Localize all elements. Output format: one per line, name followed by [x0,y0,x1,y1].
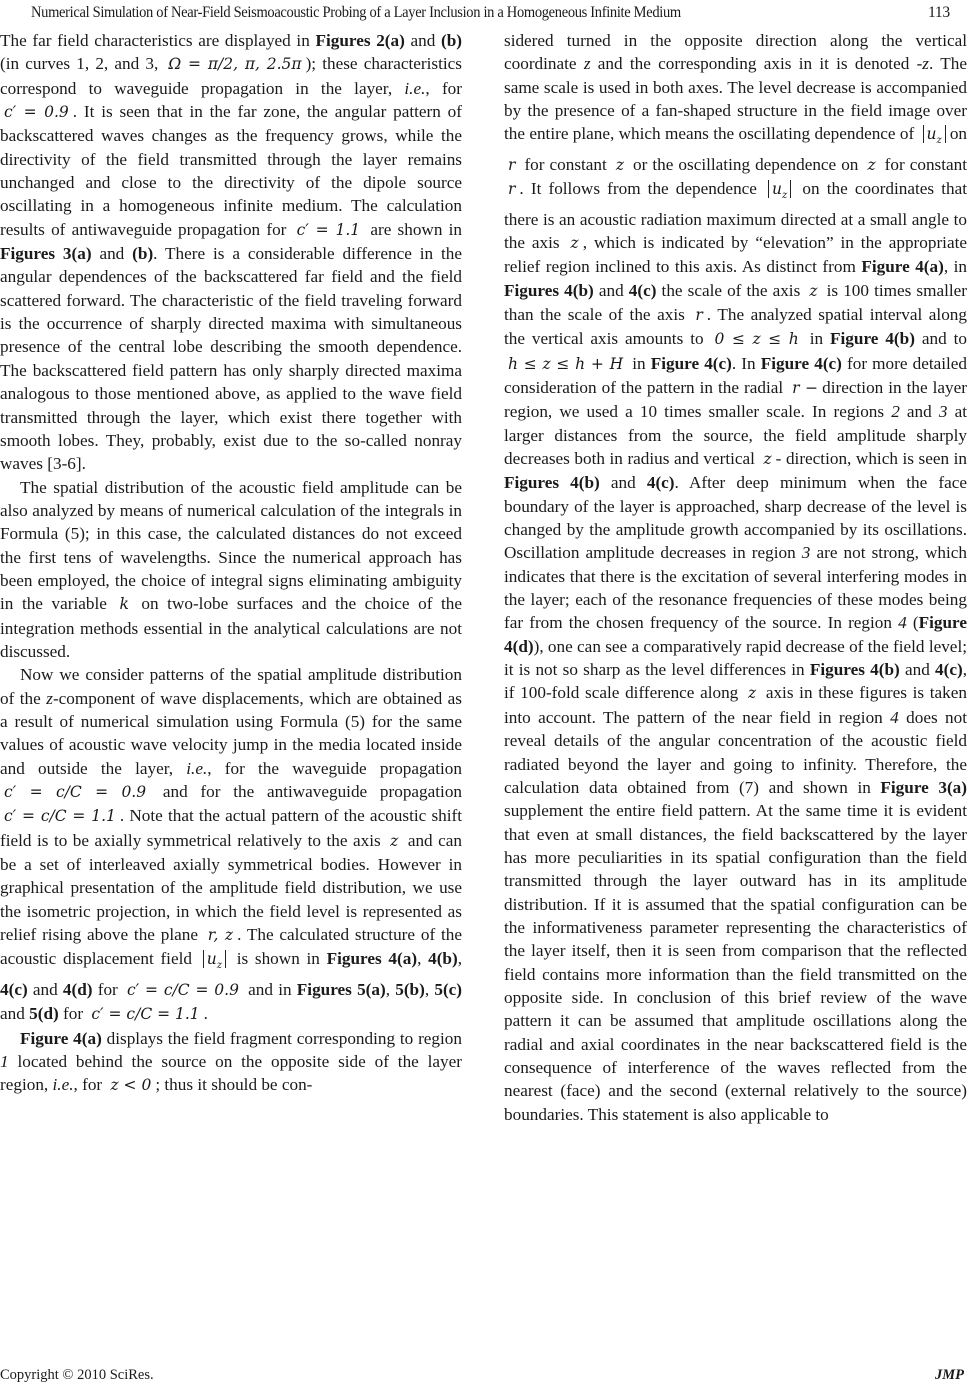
journal-abbreviation: JMP [935,1367,964,1383]
text-run: and [91,244,133,264]
text-run: - direction, which is seen in [775,449,967,469]
math-expression: z [867,155,876,174]
math-expression: z [809,281,818,300]
text-run: on two-lobe surfaces and the choice of the integration methods essential in the analytical calculations are not discussed. [0,594,462,661]
text-run: in [802,329,831,349]
math-expression: r [695,305,703,324]
figure-reference: 4(b) [428,949,458,969]
text-run: , for [425,78,462,98]
math-base: u [772,180,783,199]
figure-reference: Figure 4(c) [650,353,732,373]
math-expression: r [508,180,516,199]
math-abs-expression [923,125,946,147]
math-base: u [926,125,937,144]
figure-reference: Figures 3(a) [0,244,92,264]
math-expression: c′ = c/C = 1.1 [91,1005,200,1024]
text-run: for [58,1004,88,1024]
text-run: in [627,353,651,373]
text-run: , which is indicated by “elevation” in the appropriate relief region inclined to this axis. As distinct from [504,232,967,277]
figure-reference: 4(d) [62,979,93,999]
italic-term: 1 [0,1051,9,1071]
math-subscript: z [782,190,788,202]
text-run: . In [731,353,761,373]
text-run: for [92,979,123,999]
figure-reference: 4(c) [646,473,675,493]
math-subscript: z [216,960,222,972]
text-run: for more detailed consideration of the pattern in the radial [504,353,968,397]
text-run: and in [242,979,297,999]
math-expression: h ≤ z ≤ h + H [508,354,624,373]
figure-reference: Figure 4(c) [760,353,842,373]
math-expression: z [763,450,772,469]
text-run: ; thus it should be con- [155,1075,313,1095]
text-run: for constant [519,154,612,174]
text-run: and [899,402,939,422]
math-abs-expression [768,180,791,202]
text-run: is shown in [229,949,327,969]
math-expression: 0 ≤ z ≤ h [714,330,799,349]
figure-reference: 4(c) [628,280,657,300]
text-run: (in curves 1, 2, and 3, [0,54,165,74]
text-run: ( [906,613,919,633]
body-paragraph [0,29,462,476]
text-run: are not strong, which indicates that there is the excitation of several interfering modes in the layer; each of the resonance frequencies of these modes being far from the chosen frequency of the source. In region [504,543,967,633]
math-expression: c′ = 1.1 [296,220,361,239]
text-run: on [949,124,967,144]
math-expression: z < 0 [110,1076,152,1095]
figure-reference: Figures 4(a) [326,949,418,969]
italic-term: 3 [938,402,948,422]
text-run: . The calculated structure of the acoustic displacement field [0,925,462,969]
body-paragraph [0,663,462,1026]
figure-reference: 4(c) [935,660,963,680]
figure-reference: Figures 4(b) [504,280,594,300]
math-expression: z [390,831,399,850]
text-run: and [593,280,629,300]
text-run: ); these characteristics correspond to waveguide propagation in the layer, [0,54,462,98]
figure-reference: Figures 4(b) [504,473,600,493]
text-run: is 100 times smaller than the scale of the axis [504,280,967,324]
page-footer [0,1367,968,1387]
math-expression: z [747,684,757,703]
page-number: 113 [928,4,950,21]
italic-term: -z [916,54,929,74]
text-run: . It is seen that in the far zone, the angular pattern of backscattered waves changes as the frequency grows, while the directivity of the field transmitted through the layer remains unchanged and close to the directivity of the dipole source oscillating in a homogeneous infinite medium. The calculation results of antiwaveguide propagation for [0,102,462,239]
text-run: The spatial distribution of the acoustic field amplitude can be also analyzed by means of numerical calculation of the integrals in Formula (5); in this case, the calculated distances do not exceed the first tens of wavelengths. Since the numerical approach has been employed, the choice of integral signs eliminating ambiguity in the variable [0,477,462,614]
figure-reference: 5(d) [29,1004,59,1024]
italic-term: 4 [890,707,899,727]
figure-reference: (b) [441,31,463,50]
text-run: , in [943,257,968,277]
italic-term: 4 [898,613,907,633]
text-run: axis in these figures is taken into account. The pattern of the near field in region [504,683,967,727]
italic-term: 2 [891,402,900,422]
text-run: for constant [879,154,967,174]
figure-reference: Figure 3(a) [880,777,967,797]
text-run: , if 100-fold scale difference along [504,660,967,703]
math-expression: z [570,233,579,252]
text-run: . [203,1004,208,1024]
text-run: and [27,979,63,999]
math-expression: c′ = 0.9 [4,103,69,122]
text-run: , [457,949,462,969]
italic-term: i.e. [52,1075,74,1095]
text-run: , [417,949,429,969]
math-expression: r [508,155,516,174]
figure-reference: 5(b) [395,979,425,999]
text-run: and [0,1004,30,1024]
text-run: . There is a considerable difference in the angular dependences of the backscattered far field and the field scattered forward. The characteristic of the field traveling forward is the occurrence of sharply directed maxima with simultaneous presence of the central lobe describing the smooth dependence. The backscattered field pattern has only sharply directed maxima analogous to those mentioned above, as applied to the wave field transmitted through the layer, which exist there together with smooth lobes. They, probably, exist due to the so-called nonray waves [3-6]. [0,244,462,474]
figure-reference: 5(c) [434,979,463,999]
figure-reference: 4(c) [0,979,28,999]
body-paragraph [504,29,967,1126]
text-run: and can be a set of interleaved axially symmetrical bodies. However in graphical presentation of the amplitude field distribution, we use the isometric projection, in which the field level is represented as relief rising above the plane [0,830,462,945]
left-column [0,29,462,1098]
math-expression: z [615,155,625,174]
text-run: does not reveal details of the angular concentration of the acoustic field radiated beyond the layer and going to infinity. Therefore, the calculation data obtained from (7) and shown in [504,707,967,797]
italic-term: 3 [801,543,811,563]
text-run: sidered turned in the opposite direction along the vertical coordinate [504,31,967,74]
running-title: Numerical Simulation of Near-Field Seismoacoustic Probing of a Layer Inclusion in a Homogeneous Infinite Medium [31,4,681,21]
text-run: , for the waveguide propagation [207,758,462,778]
text-run: and the corresponding axis in it is denoted [590,54,917,74]
math-expression: r − [792,379,819,397]
math-subscript: z [936,135,942,147]
italic-term: z [46,688,53,708]
math-expression: k [119,595,129,614]
figure-reference: (b) [132,244,154,264]
text-run: and to [914,329,968,349]
math-expression: c′ = c/C = 1.1 [4,807,116,826]
text-run: on the coordinates that there is an acoustic radiation maximum directed at a small angle to the axis [504,179,967,252]
text-run: are shown in [364,219,463,239]
figure-reference: Figure 4(b) [830,329,915,349]
right-column [504,29,967,1126]
text-run: supplement the entire field pattern. At the same time it is evident that even at small distances, the field backscattered by the layer has more peculiarities in its spatial configuration than the field transmitted through the layer outward has in its amplitude distribution. If it is assumed that the spatial configuration can be the informativeness parameter representing the characteristics of the layer itself, then it is seen from comparison that the reflected field contains more information than the field transmitted on the opposite side. In conclusion of this brief review of the wave pattern it can be assumed that amplitude oscillations along the radial and axial coordinates in the near backscattered field is the consequence of interference of the waves reflected from the nearest (face) and the second (external relatively to the source) boundaries. This statement is also applicable to [504,801,967,1124]
text-run: and [404,31,441,50]
text-run: ), one can see a comparatively rapid decrease of the field level; it is not so sharp as the level differences in [504,636,967,680]
figure-reference: Figures 5(a) [296,979,386,999]
text-run: . After deep minimum when the face boundary of the layer is approached, sharp decrease of the level is changed by the amplitude growth accompanied by its oscillations. Oscillation amplitude decreases in region [504,473,967,563]
text-run: located behind the source on the opposite side of the layer region, [0,1051,462,1095]
text-run: direction in the layer region, we used a 10 times smaller scale. In regions [504,378,967,422]
italic-term: i.e. [404,78,426,98]
math-expression: Ω = π/2, π, 2.5π [168,55,302,74]
italic-term: i.e. [186,758,208,778]
text-run: and for the antiwaveguide propagation [150,782,463,801]
math-abs-expression [203,950,226,972]
math-expression: c′ = c/C = 0.9 [4,783,147,801]
figure-reference: Figure 4(a) [20,1028,102,1048]
math-expression: r, z [207,926,234,945]
text-run: . The analyzed spatial interval along the vertical axis amounts to [504,304,967,349]
text-run: , for [73,1075,107,1095]
text-run: . The same scale is used in both axes. The level decrease is accompanied by the presence of a fan-shaped structure in the field image over the entire plane, which means the oscillating dependence of [504,54,967,144]
italic-term: z [583,54,591,74]
figure-reference: Figure 4(a) [861,257,944,277]
figure-reference: Figures 4(b) [809,660,900,680]
text-run: and [599,473,647,493]
text-run: . It follows from the dependence [519,179,765,199]
text-run: , [385,979,396,999]
text-run: at larger distances from the source, the field amplitude sharply decreases both in radius and vertical [504,402,967,469]
copyright-notice: Copyright © 2010 SciRes. [0,1367,154,1383]
running-header [0,4,968,26]
text-run: , [424,979,435,999]
figure-reference: Figure 4(d) [504,613,967,656]
text-run: The far field characteristics are displayed in [0,31,316,50]
math-base: u [206,950,217,969]
text-run: . Note that the actual pattern of the acoustic shift field is to be axially symmetrical relatively to the axis [0,806,462,850]
figure-reference: Figures 2(a) [315,31,405,50]
math-expression: c′ = c/C = 0.9 [127,980,239,999]
text-run: displays the field fragment corresponding to region [101,1028,462,1048]
body-paragraph [0,1027,462,1098]
text-run: -component of wave displacements, which are obtained as a result of numerical simulation using Formula (5) for the same values of acoustic wave velocity jump in the media located inside and outside the layer, [0,688,462,778]
text-run: or the oscillating dependence on [628,154,864,174]
text-run: Now we consider patterns of the spatial amplitude distribution of the [0,665,462,708]
body-paragraph [0,476,462,664]
text-run: and [899,660,936,680]
text-run: the scale of the axis [656,280,806,300]
